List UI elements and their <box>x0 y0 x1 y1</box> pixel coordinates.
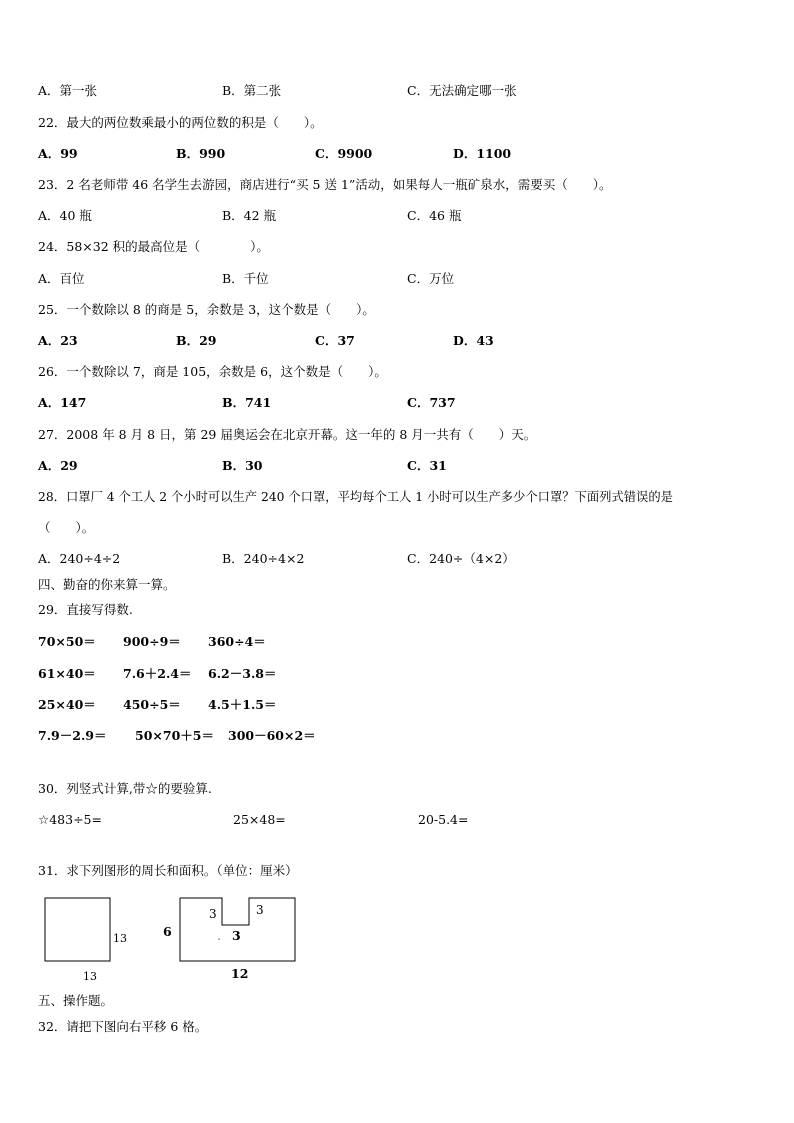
q22-option-d: D．1100 <box>453 146 512 161</box>
q23-option-b: B．42 瓶 <box>222 208 277 223</box>
q23-option-a: A．40 瓶 <box>38 208 92 223</box>
square-side-label: 13 <box>113 932 127 945</box>
q26-option-c: C．737 <box>407 395 456 410</box>
q22-stem: 22．最大的两位数乘最小的两位数的积是（ ）。 <box>38 115 323 130</box>
q24-stem: 24．58×32 积的最高位是（ ）。 <box>38 239 269 254</box>
q27-stem: 27．2008 年 8 月 8 日，第 29 届奥运会在北京开幕。这一年的 8 月一共有（ ）天。 <box>38 427 537 442</box>
q30-item: ☆483÷5= <box>38 812 102 827</box>
q25-option-d: D．43 <box>453 333 494 348</box>
q29-stem: 29．直接写得数. <box>38 602 133 617</box>
q26-option-b: B．741 <box>222 395 272 410</box>
square-bottom-label: 13 <box>83 970 97 983</box>
square-figure <box>44 897 112 963</box>
q29-expr: 360÷4＝ <box>208 634 266 649</box>
q25-option-a: A．23 <box>38 333 78 348</box>
q27-option-b: B．30 <box>222 458 263 473</box>
q29-expr: 4.5＋1.5＝ <box>208 697 277 712</box>
q29-expr: 70×50＝ <box>38 634 96 649</box>
height-label: 6 <box>163 924 172 939</box>
section-4-heading: 四、勤奋的你来算一算。 <box>38 577 176 592</box>
q22-option-b: B．990 <box>176 146 226 161</box>
q29-expr: 61×40＝ <box>38 666 96 681</box>
q29-expr: 7.6＋2.4＝ <box>123 666 192 681</box>
q31-stem: 31．求下列图形的周长和面积。（单位：厘米） <box>38 863 298 878</box>
q30-item: 25×48= <box>233 812 286 827</box>
q21-option-b: B．第二张 <box>222 83 282 98</box>
q26-option-a: A．147 <box>38 395 87 410</box>
q29-expr: 300－60×2＝ <box>228 728 316 743</box>
q29-expr: 450÷5＝ <box>123 697 181 712</box>
notch-bottom-label: 3 <box>232 928 241 943</box>
q29-expr: 7.9－2.9＝ <box>38 728 107 743</box>
q22-option-c: C．9900 <box>315 146 373 161</box>
q30-item: 20-5.4= <box>418 812 469 827</box>
q22-option-a: A．99 <box>38 146 78 161</box>
q25-option-c: C．37 <box>315 333 355 348</box>
q30-stem: 30．列竖式计算,带☆的要验算. <box>38 781 212 796</box>
q28-option-a: A．240÷4÷2 <box>38 551 121 566</box>
q32-stem: 32．请把下图向右平移 6 格。 <box>38 1019 208 1034</box>
q28-option-c: C．240÷（4×2） <box>407 551 515 566</box>
q29-expr: 50×70＋5＝ <box>135 728 214 743</box>
q24-option-c: C．万位 <box>407 271 455 286</box>
q29-expr: 25×40＝ <box>38 697 96 712</box>
q26-stem: 26．一个数除以 7，商是 105，余数是 6，这个数是（ ）。 <box>38 364 387 379</box>
q27-option-a: A．29 <box>38 458 78 473</box>
q25-option-b: B．29 <box>176 333 217 348</box>
q29-expr: 6.2－3.8＝ <box>208 666 277 681</box>
q28-option-b: B．240÷4×2 <box>222 551 305 566</box>
notch-right-label: 3 <box>256 903 264 917</box>
width-label: 12 <box>231 966 249 981</box>
q23-stem: 23．2 名老师带 46 名学生去游园，商店进行“买 5 送 1”活动，如果每人一瓶矿泉水，需要买（ ）。 <box>38 177 612 192</box>
q23-option-c: C．46 瓶 <box>407 208 462 223</box>
q29-expr: 900÷9＝ <box>123 634 181 649</box>
q24-option-b: B．千位 <box>222 271 269 286</box>
q21-option-c: C．无法确定哪一张 <box>407 83 517 98</box>
q25-stem: 25．一个数除以 8 的商是 5，余数是 3，这个数是（ ）。 <box>38 302 375 317</box>
q28-stem-line1: 28．口罩厂 4 个工人 2 个小时可以生产 240 个口罩，平均每个工人 1 小时可以生产多少个口罩？下面列式错误的是 <box>38 490 673 504</box>
section-5-heading: 五、操作题。 <box>38 993 114 1008</box>
q28-stem-line2: （ ）。 <box>38 520 95 535</box>
q27-option-c: C．31 <box>407 458 447 473</box>
notch-left-label: 3 <box>209 907 217 921</box>
q24-option-a: A．百位 <box>38 271 85 286</box>
q21-option-a: A．第一张 <box>38 83 98 98</box>
